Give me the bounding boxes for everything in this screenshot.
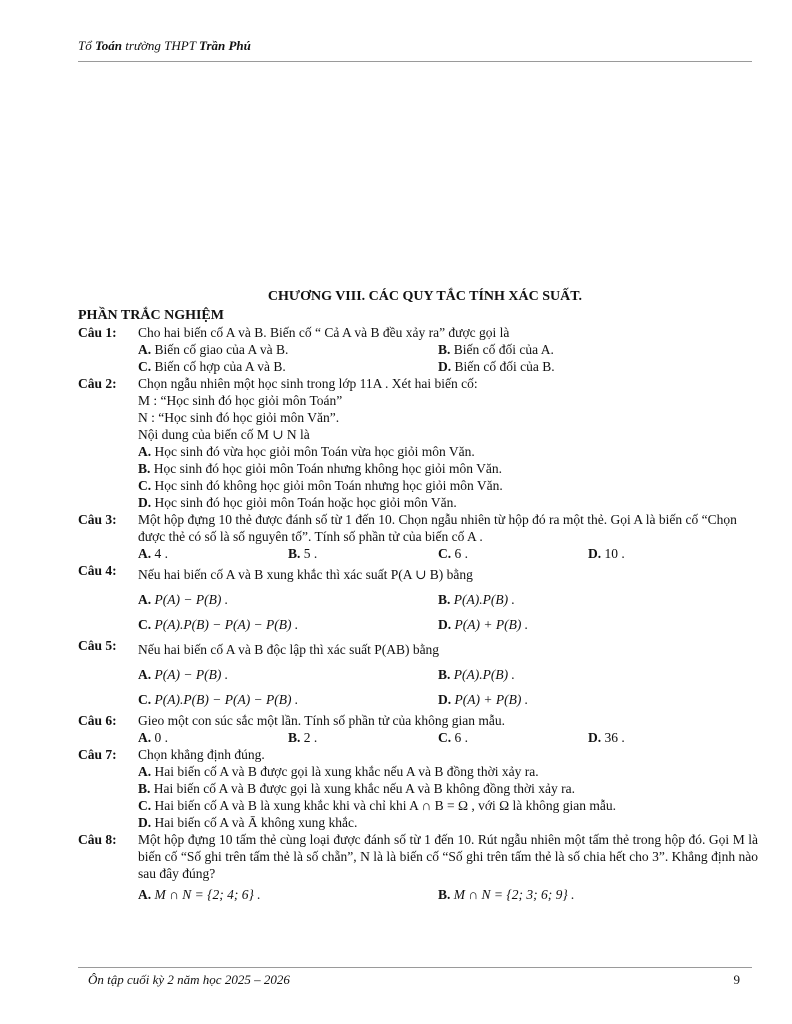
- option-b: B. Hai biến cố A và B được gọi là xung khắc nếu A và B không đồng thời xảy ra.: [138, 781, 576, 796]
- question-number: Câu 4:: [78, 563, 117, 578]
- header-prefix: Tổ: [78, 38, 95, 53]
- option-b: B. Học sinh đó học giỏi môn Toán nhưng không học giỏi môn Văn.: [138, 461, 502, 476]
- option-d: D. Hai biến cố A và Ā không xung khắc.: [138, 815, 358, 830]
- option-c: C. P(A).P(B) − P(A) − P(B) .: [138, 692, 299, 707]
- option-c: C. P(A).P(B) − P(A) − P(B) .: [138, 617, 299, 632]
- question-1: [78, 324, 758, 375]
- option-a: A. 0 .: [138, 730, 168, 745]
- option-d: D. P(A) + P(B) .: [438, 617, 529, 632]
- option-a: A. Biến cố giao của A và B.: [138, 342, 289, 357]
- question-text: Nếu hai biến cố A và B xung khắc thì xác suất P(A ∪ B) bằng: [138, 567, 473, 582]
- question-number: Câu 3:: [78, 512, 117, 527]
- option-a: A. Học sinh đó vừa học giỏi môn Toán vừa học giỏi môn Văn.: [138, 444, 475, 459]
- option-a: A. 4 .: [138, 546, 168, 561]
- question-4: [78, 562, 758, 637]
- option-d: D. P(A) + P(B) .: [438, 692, 529, 707]
- option-b: B. P(A).P(B) .: [438, 667, 515, 682]
- header-divider: [78, 61, 752, 62]
- question-ask: Nội dung của biến cố M ∪ N là: [138, 427, 310, 442]
- header-mid: trường THPT: [121, 38, 199, 53]
- option-c: C. Học sinh đó không học giỏi môn Toán nhưng học giỏi môn Văn.: [138, 478, 503, 493]
- option-b: B. M ∩ N = {2; 3; 6; 9} .: [438, 887, 575, 902]
- question-number: Câu 6:: [78, 713, 117, 728]
- option-d: D. 10 .: [588, 546, 625, 561]
- chapter-title: CHƯƠNG VIII. CÁC QUY TẮC TÍNH XÁC SUẤT.: [267, 289, 583, 304]
- option-d: D. 36 .: [588, 730, 625, 745]
- question-number: Câu 2:: [78, 376, 117, 391]
- option-c: C. Hai biến cố A và B là xung khắc khi và chỉ khi A ∩ B = Ω , với Ω là không gian mẫu.: [138, 798, 617, 813]
- footer-divider: [78, 967, 752, 968]
- question-number: Câu 5:: [78, 638, 117, 653]
- question-number: Câu 7:: [78, 747, 117, 762]
- question-number: Câu 1:: [78, 325, 117, 340]
- header-school: Trần Phú: [198, 38, 251, 53]
- option-c: C. 6 .: [438, 546, 468, 561]
- page-number: 9: [733, 972, 740, 987]
- question-text: Nếu hai biến cố A và B độc lập thì xác suất P(AB) bằng: [138, 642, 440, 657]
- question-8: [78, 831, 758, 907]
- option-c: C. 6 .: [438, 730, 468, 745]
- option-a: A. Hai biến cố A và B được gọi là xung khắc nếu A và B đồng thời xảy ra.: [138, 764, 539, 779]
- question-7: [78, 746, 758, 831]
- question-text: Chọn ngẫu nhiên một học sinh trong lớp 11A . Xét hai biến cố:: [138, 376, 478, 391]
- page-content: [78, 288, 758, 907]
- option-d: D. Học sinh đó học giỏi môn Toán hoặc học giỏi môn Văn.: [138, 495, 457, 510]
- footer-text: Ôn tập cuối kỳ 2 năm học 2025 – 2026: [88, 972, 290, 987]
- event-m-definition: M : “Học sinh đó học giỏi môn Toán”: [138, 393, 343, 408]
- option-c: C. Biến cố hợp của A và B.: [138, 359, 286, 374]
- option-b: B. 2 .: [288, 730, 318, 745]
- option-b: B. Biến cố đối của A.: [438, 342, 554, 357]
- question-6: [78, 712, 758, 746]
- question-text: Một hộp đựng 10 thẻ được đánh số từ 1 đến 10. Chọn ngẫu nhiên từ hộp đó ra một thẻ. Gọi A là biến cố “Chọn được thẻ có số là số nguyên tố”. Tính số phần tử của biến cố A .: [138, 512, 737, 544]
- option-a: A. M ∩ N = {2; 4; 6} .: [138, 887, 261, 902]
- event-n-definition: N : “Học sinh đó học giỏi môn Văn”.: [138, 410, 340, 425]
- question-number: Câu 8:: [78, 832, 117, 847]
- section-title: PHẦN TRẮC NGHIỆM: [78, 308, 224, 323]
- page-header: [78, 38, 251, 54]
- question-text: Một hộp đựng 10 tấm thẻ cùng loại được đánh số từ 1 đến 10. Rút ngẫu nhiên một tấm thẻ trong hộp đó. Gọi M là biến cố “Số ghi trên tấm thẻ là số chẵn”, N là là biến cố “Số ghi trên tấm thẻ là số chia hết cho 3”. Khẳng định nào sau đây đúng?: [138, 832, 758, 881]
- question-2: [78, 375, 758, 511]
- question-text: Gieo một con súc sắc một lần. Tính số phần tử của không gian mẫu.: [138, 713, 505, 728]
- question-text: Chọn khẳng định đúng.: [138, 747, 265, 762]
- question-3: [78, 511, 758, 562]
- question-text: Cho hai biến cố A và B. Biến cố “ Cả A và B đều xảy ra” được gọi là: [138, 325, 510, 340]
- question-5: [78, 637, 758, 712]
- option-a: A. P(A) − P(B) .: [138, 592, 229, 607]
- option-a: A. P(A) − P(B) .: [138, 667, 229, 682]
- header-subject: Toán: [94, 38, 122, 53]
- option-b: B. P(A).P(B) .: [438, 592, 515, 607]
- option-d: D. Biến cố đối của B.: [438, 359, 555, 374]
- option-b: B. 5 .: [288, 546, 318, 561]
